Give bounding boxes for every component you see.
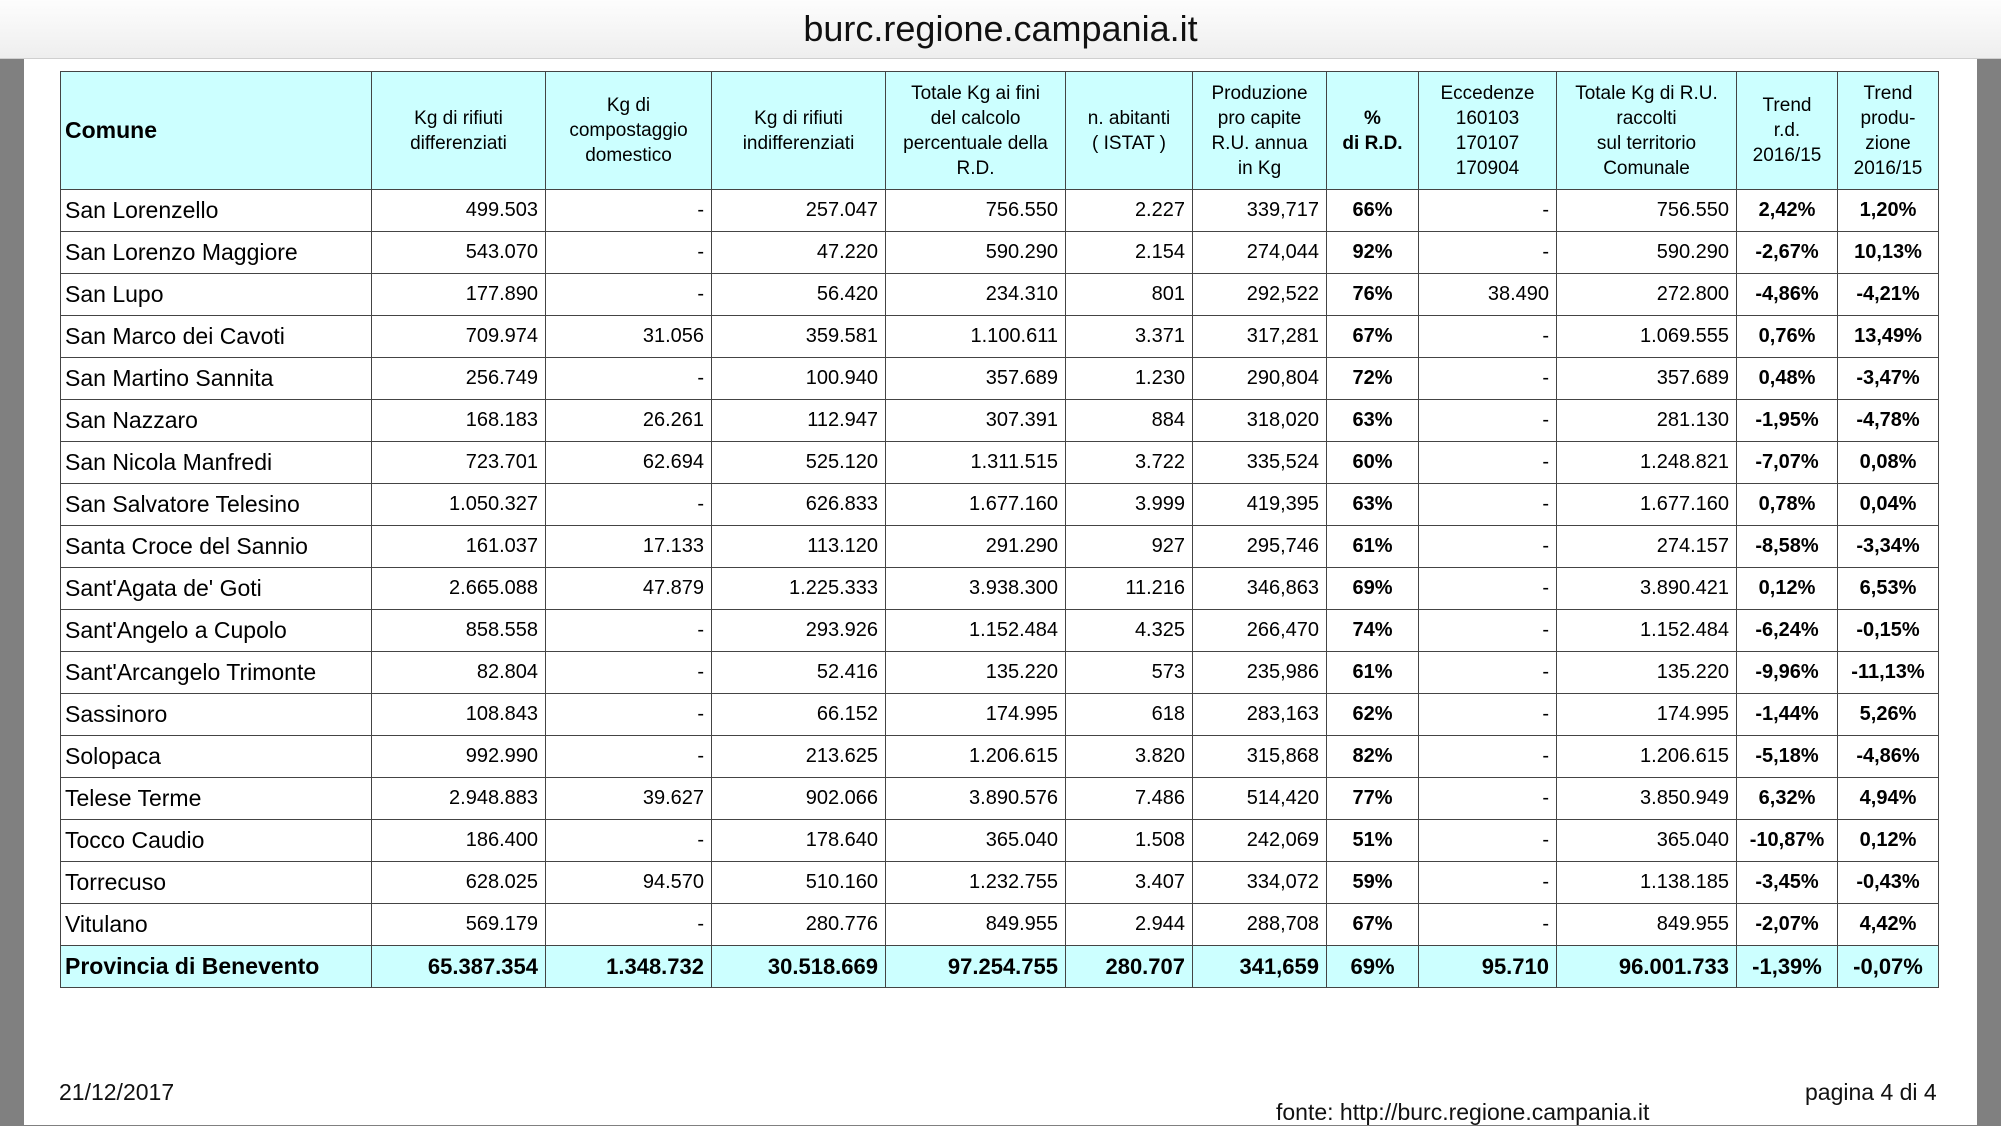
table-cell: -4,21% [1838,274,1939,316]
waste-data-table-container [60,71,1939,988]
table-cell: 256.749 [372,358,546,400]
table-cell: 62.694 [546,442,712,484]
comune-name-cell: Sant'Agata de' Goti [61,568,372,610]
table-cell: 67% [1327,904,1419,946]
table-cell: -3,45% [1737,862,1838,904]
table-cell: 510.160 [712,862,886,904]
column-header: Kg di rifiuti indifferenziati [712,72,886,190]
table-row [61,358,1939,400]
table-cell: 274.157 [1557,526,1737,568]
table-cell: - [546,652,712,694]
table-cell: 590.290 [1557,232,1737,274]
table-cell: 359.581 [712,316,886,358]
table-cell: 318,020 [1193,400,1327,442]
table-cell: 0,08% [1838,442,1939,484]
table-cell: 31.056 [546,316,712,358]
table-cell: 63% [1327,484,1419,526]
table-cell: 849.955 [886,904,1066,946]
table-cell: - [1419,400,1557,442]
table-cell: 307.391 [886,400,1066,442]
waste-data-table [60,71,1939,988]
table-row [61,652,1939,694]
comune-name-cell: Santa Croce del Sannio [61,526,372,568]
table-cell: 3.820 [1066,736,1193,778]
comune-name-cell: Tocco Caudio [61,820,372,862]
table-cell: 315,868 [1193,736,1327,778]
table-cell: 69% [1327,568,1419,610]
column-header: Totale Kg di R.U. raccolti sul territorio Comunale [1557,72,1737,190]
table-cell: 723.701 [372,442,546,484]
table-cell: - [1419,232,1557,274]
table-cell: 288,708 [1193,904,1327,946]
table-cell: 2,42% [1737,190,1838,232]
table-cell: 2.665.088 [372,568,546,610]
table-cell: 174.995 [1557,694,1737,736]
table-cell: 756.550 [1557,190,1737,232]
table-cell: - [1419,820,1557,862]
table-cell: - [546,820,712,862]
table-cell: 858.558 [372,610,546,652]
table-cell: 11.216 [1066,568,1193,610]
table-cell: 357.689 [1557,358,1737,400]
table-cell: 569.179 [372,904,546,946]
table-cell: 756.550 [886,190,1066,232]
table-cell: 13,49% [1838,316,1939,358]
table-cell: - [546,190,712,232]
table-row [61,862,1939,904]
table-cell: - [546,484,712,526]
table-cell: 3.722 [1066,442,1193,484]
table-cell: 38.490 [1419,274,1557,316]
table-cell: 69% [1327,946,1419,988]
table-cell: - [546,736,712,778]
site-url-title: burc.regione.campania.it [803,8,1198,49]
table-cell: 618 [1066,694,1193,736]
table-cell: -8,58% [1737,526,1838,568]
table-cell: 6,53% [1838,568,1939,610]
table-cell: 257.047 [712,190,886,232]
table-cell: 281.130 [1557,400,1737,442]
table-cell: 334,072 [1193,862,1327,904]
comune-name-cell: San Lorenzo Maggiore [61,232,372,274]
table-cell: 4.325 [1066,610,1193,652]
table-row [61,694,1939,736]
table-cell: 927 [1066,526,1193,568]
table-cell: - [1419,568,1557,610]
table-cell: 94.570 [546,862,712,904]
table-cell: -2,67% [1737,232,1838,274]
table-cell: - [1419,358,1557,400]
comune-name-cell: Solopaca [61,736,372,778]
table-cell: 1.225.333 [712,568,886,610]
table-cell: 161.037 [372,526,546,568]
comune-name-cell: Vitulano [61,904,372,946]
table-cell: - [1419,736,1557,778]
table-total-row [61,946,1939,988]
footer-date: 21/12/2017 [59,1079,175,1105]
table-cell: 135.220 [1557,652,1737,694]
table-cell: 97.254.755 [886,946,1066,988]
table-cell: -1,39% [1737,946,1838,988]
table-cell: 82% [1327,736,1419,778]
table-cell: 0,48% [1737,358,1838,400]
table-cell: 3.938.300 [886,568,1066,610]
table-cell: 47.220 [712,232,886,274]
comune-name-cell: Sant'Arcangelo Trimonte [61,652,372,694]
column-header: Comune [61,72,372,190]
table-cell: 96.001.733 [1557,946,1737,988]
table-cell: 92% [1327,232,1419,274]
table-cell: 174.995 [886,694,1066,736]
comune-name-cell: San Lorenzello [61,190,372,232]
table-cell: 4,94% [1838,778,1939,820]
comune-name-cell: San Salvatore Telesino [61,484,372,526]
column-header: Kg di compostaggio domestico [546,72,712,190]
table-cell: 290,804 [1193,358,1327,400]
table-cell: - [546,274,712,316]
table-cell: 849.955 [1557,904,1737,946]
table-row [61,400,1939,442]
column-header: Produzione pro capite R.U. annua in Kg [1193,72,1327,190]
table-cell: 30.518.669 [712,946,886,988]
table-cell: 291.290 [886,526,1066,568]
column-header: Eccedenze 160103 170107 170904 [1419,72,1557,190]
table-cell: 1.138.185 [1557,862,1737,904]
table-cell: 1.206.615 [886,736,1066,778]
table-cell: -7,07% [1737,442,1838,484]
table-row [61,568,1939,610]
table-cell: -9,96% [1737,652,1838,694]
table-cell: 335,524 [1193,442,1327,484]
table-row [61,484,1939,526]
table-cell: 82.804 [372,652,546,694]
comune-name-cell: San Martino Sannita [61,358,372,400]
column-header: Totale Kg ai fini del calcolo percentuale della R.D. [886,72,1066,190]
table-cell: 178.640 [712,820,886,862]
table-cell: -4,78% [1838,400,1939,442]
table-row [61,610,1939,652]
table-cell: 419,395 [1193,484,1327,526]
table-cell: 2.154 [1066,232,1193,274]
table-cell: 543.070 [372,232,546,274]
table-cell: 95.710 [1419,946,1557,988]
table-cell: 346,863 [1193,568,1327,610]
table-cell: 39.627 [546,778,712,820]
table-cell: - [1419,316,1557,358]
table-cell: 74% [1327,610,1419,652]
table-cell: 113.120 [712,526,886,568]
table-cell: 135.220 [886,652,1066,694]
table-cell: 235,986 [1193,652,1327,694]
footer-page-number: pagina 4 di 4 [1805,1079,1937,1105]
table-cell: 3.850.949 [1557,778,1737,820]
table-cell: - [546,610,712,652]
table-cell: -0,07% [1838,946,1939,988]
table-cell: -6,24% [1737,610,1838,652]
column-header: Trend produ- zione 2016/15 [1838,72,1939,190]
table-cell: 357.689 [886,358,1066,400]
table-cell: 100.940 [712,358,886,400]
table-cell: 6,32% [1737,778,1838,820]
table-cell: 213.625 [712,736,886,778]
table-cell: 26.261 [546,400,712,442]
table-cell: 108.843 [372,694,546,736]
table-row [61,274,1939,316]
table-cell: - [1419,862,1557,904]
table-cell: 186.400 [372,820,546,862]
table-cell: 72% [1327,358,1419,400]
table-cell: 626.833 [712,484,886,526]
table-cell: - [1419,442,1557,484]
table-cell: 514,420 [1193,778,1327,820]
table-cell: -1,44% [1737,694,1838,736]
table-cell: 341,659 [1193,946,1327,988]
column-header: n. abitanti ( ISTAT ) [1066,72,1193,190]
comune-name-cell: Telese Terme [61,778,372,820]
table-cell: 992.990 [372,736,546,778]
table-cell: 317,281 [1193,316,1327,358]
table-cell: 66% [1327,190,1419,232]
table-cell: 1.152.484 [886,610,1066,652]
table-cell: 5,26% [1838,694,1939,736]
table-cell: 1.677.160 [1557,484,1737,526]
table-row [61,316,1939,358]
comune-name-cell: Sassinoro [61,694,372,736]
comune-name-cell: San Marco dei Cavoti [61,316,372,358]
table-cell: - [546,358,712,400]
table-cell: 10,13% [1838,232,1939,274]
table-cell: 61% [1327,652,1419,694]
table-row [61,232,1939,274]
table-cell: 0,12% [1737,568,1838,610]
table-cell: - [1419,778,1557,820]
table-cell: -2,07% [1737,904,1838,946]
table-row [61,442,1939,484]
table-cell: 1.232.755 [886,862,1066,904]
table-cell: 0,76% [1737,316,1838,358]
table-row [61,820,1939,862]
column-header: Trend r.d. 2016/15 [1737,72,1838,190]
table-cell: 1.677.160 [886,484,1066,526]
table-cell: 1.508 [1066,820,1193,862]
table-cell: 709.974 [372,316,546,358]
table-cell: 63% [1327,400,1419,442]
table-cell: 3.890.421 [1557,568,1737,610]
table-body [61,190,1939,988]
table-row [61,736,1939,778]
column-header: % di R.D. [1327,72,1419,190]
table-cell: - [1419,904,1557,946]
table-cell: 177.890 [372,274,546,316]
table-row [61,526,1939,568]
comune-name-cell: Provincia di Benevento [61,946,372,988]
table-cell: 2.227 [1066,190,1193,232]
table-cell: 3.407 [1066,862,1193,904]
table-cell: 4,42% [1838,904,1939,946]
table-cell: 56.420 [712,274,886,316]
footer-source: fonte: http://burc.regione.campania.it [1276,1099,1650,1125]
table-cell: 3.999 [1066,484,1193,526]
table-cell: 266,470 [1193,610,1327,652]
table-cell: 280.776 [712,904,886,946]
table-cell: -0,15% [1838,610,1939,652]
table-cell: 293.926 [712,610,886,652]
table-cell: 52.416 [712,652,886,694]
table-cell: -3,34% [1838,526,1939,568]
table-cell: 1.069.555 [1557,316,1737,358]
table-cell: 1.050.327 [372,484,546,526]
table-cell: 7.486 [1066,778,1193,820]
table-cell: - [1419,694,1557,736]
table-cell: 1.100.611 [886,316,1066,358]
table-cell: 628.025 [372,862,546,904]
table-cell: 365.040 [886,820,1066,862]
column-header: Kg di rifiuti differenziati [372,72,546,190]
table-cell: 525.120 [712,442,886,484]
table-cell: 0,04% [1838,484,1939,526]
table-cell: - [1419,484,1557,526]
comune-name-cell: San Nicola Manfredi [61,442,372,484]
browser-top-bar [0,0,2001,59]
table-cell: 295,746 [1193,526,1327,568]
table-cell: -4,86% [1838,736,1939,778]
table-cell: - [546,694,712,736]
table-cell: 61% [1327,526,1419,568]
comune-name-cell: San Lupo [61,274,372,316]
table-cell: 51% [1327,820,1419,862]
table-cell: 272.800 [1557,274,1737,316]
table-cell: 3.890.576 [886,778,1066,820]
table-cell: 47.879 [546,568,712,610]
table-cell: 242,069 [1193,820,1327,862]
table-cell: 2.948.883 [372,778,546,820]
table-cell: 884 [1066,400,1193,442]
table-cell: 499.503 [372,190,546,232]
document-page [24,59,1977,1125]
table-row [61,904,1939,946]
table-cell: 1.230 [1066,358,1193,400]
table-cell: 168.183 [372,400,546,442]
table-cell: -4,86% [1737,274,1838,316]
table-cell: 67% [1327,316,1419,358]
table-cell: 59% [1327,862,1419,904]
table-cell: -11,13% [1838,652,1939,694]
table-row [61,190,1939,232]
table-cell: 2.944 [1066,904,1193,946]
table-cell: - [546,232,712,274]
table-cell: 3.371 [1066,316,1193,358]
table-cell: 62% [1327,694,1419,736]
table-cell: 274,044 [1193,232,1327,274]
table-cell: 77% [1327,778,1419,820]
comune-name-cell: Sant'Angelo a Cupolo [61,610,372,652]
table-cell: -1,95% [1737,400,1838,442]
table-cell: 65.387.354 [372,946,546,988]
table-cell: -10,87% [1737,820,1838,862]
table-header-row [61,72,1939,190]
table-cell: 1.206.615 [1557,736,1737,778]
table-cell: - [1419,526,1557,568]
table-cell: 292,522 [1193,274,1327,316]
table-cell: 573 [1066,652,1193,694]
table-cell: -0,43% [1838,862,1939,904]
table-cell: 60% [1327,442,1419,484]
table-cell: 1.311.515 [886,442,1066,484]
table-cell: 365.040 [1557,820,1737,862]
table-cell: 1.248.821 [1557,442,1737,484]
table-cell: 902.066 [712,778,886,820]
table-cell: 1.348.732 [546,946,712,988]
table-cell: 280.707 [1066,946,1193,988]
table-cell: 0,12% [1838,820,1939,862]
table-cell: 76% [1327,274,1419,316]
table-cell: 1,20% [1838,190,1939,232]
table-cell: -3,47% [1838,358,1939,400]
table-cell: 234.310 [886,274,1066,316]
table-cell: 590.290 [886,232,1066,274]
table-cell: 0,78% [1737,484,1838,526]
table-cell: 66.152 [712,694,886,736]
table-cell: 283,163 [1193,694,1327,736]
comune-name-cell: San Nazzaro [61,400,372,442]
table-cell: 801 [1066,274,1193,316]
table-cell: -5,18% [1737,736,1838,778]
table-row [61,778,1939,820]
table-cell: - [1419,610,1557,652]
table-cell: 17.133 [546,526,712,568]
table-cell: - [1419,652,1557,694]
table-cell: 112.947 [712,400,886,442]
table-cell: 1.152.484 [1557,610,1737,652]
table-cell: - [1419,190,1557,232]
table-cell: 339,717 [1193,190,1327,232]
comune-name-cell: Torrecuso [61,862,372,904]
table-cell: - [546,904,712,946]
